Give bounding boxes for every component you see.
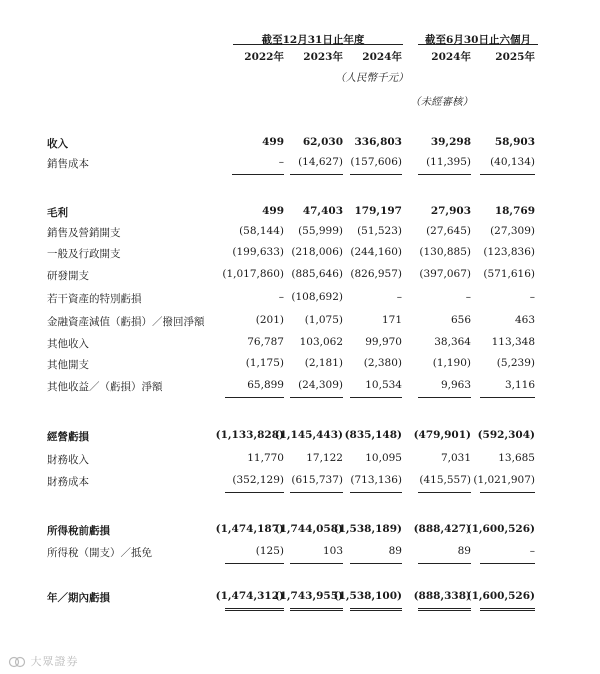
- cell: (479,901): [413, 429, 471, 441]
- cell: (1,075): [304, 314, 343, 326]
- cell: –: [529, 291, 535, 303]
- total-double-rule: [350, 608, 402, 611]
- cell: (244,160): [350, 246, 402, 258]
- cell: 89: [388, 545, 402, 557]
- cell: (713,136): [350, 474, 402, 486]
- cell: (201): [255, 314, 284, 326]
- cell: –: [529, 545, 535, 557]
- cell: (826,957): [350, 268, 402, 280]
- row-label: 毛利: [47, 207, 68, 219]
- row-label: 經營虧損: [47, 431, 89, 443]
- subtotal-rule: [418, 397, 471, 398]
- cell: 656: [450, 314, 471, 326]
- table-row-other-expenses: [0, 357, 600, 373]
- table-row-selling-expenses: [0, 225, 600, 241]
- cell: (58,144): [239, 225, 284, 237]
- subtotal-rule: [418, 563, 471, 564]
- table-row-revenue: [0, 136, 600, 152]
- table-row-admin-expenses: [0, 246, 600, 262]
- cell: (592,304): [477, 429, 535, 441]
- cell: (27,645): [426, 225, 471, 237]
- cell: (888,427): [413, 523, 471, 535]
- cell: 7,031: [440, 452, 471, 464]
- cell: (615,737): [291, 474, 343, 486]
- cell: (1,600,526): [466, 523, 535, 535]
- row-label: 財務成本: [47, 476, 89, 488]
- cell: 58,903: [494, 136, 535, 148]
- cell: (1,017,860): [222, 268, 284, 280]
- cell: 463: [514, 314, 535, 326]
- header-half-rule: [418, 44, 538, 45]
- cell: (835,148): [344, 429, 402, 441]
- row-label: 其他收益／（虧損）淨額: [47, 381, 163, 393]
- cell: –: [278, 156, 284, 168]
- cell: (123,836): [483, 246, 535, 258]
- watermark: [8, 653, 79, 669]
- cell: 47,403: [302, 205, 343, 217]
- cell: (1,538,100): [333, 590, 402, 602]
- subtotal-rule: [290, 492, 343, 493]
- cell: (199,633): [232, 246, 284, 258]
- table-row-loss-before-tax: [0, 523, 600, 539]
- year-2023: 2023年: [303, 51, 343, 63]
- cell: 171: [381, 314, 402, 326]
- cell: 89: [457, 545, 471, 557]
- subtotal-rule: [480, 492, 535, 493]
- cell: 11,770: [247, 452, 284, 464]
- table-row-impairment: [0, 314, 600, 330]
- year-2022: 2022年: [244, 51, 284, 63]
- cell: (11,395): [426, 156, 471, 168]
- year-2024: 2024年: [362, 51, 402, 63]
- cell: (14,627): [298, 156, 343, 168]
- cell: (157,606): [350, 156, 402, 168]
- table-row-cost-of-sales: [0, 156, 600, 172]
- header-year-rule: [233, 44, 403, 45]
- table-row-rnd-expenses: [0, 268, 600, 284]
- row-label: 其他收入: [47, 338, 89, 350]
- watermark-text: 大眾證券: [30, 655, 79, 668]
- subtotal-rule: [480, 563, 535, 564]
- row-label: 其他開支: [47, 359, 89, 371]
- watermark-logo-icon: [8, 656, 26, 668]
- subtotal-rule: [350, 174, 402, 175]
- row-label: 銷售及營銷開支: [47, 227, 121, 239]
- subtotal-rule: [290, 563, 343, 564]
- subtotal-rule: [418, 174, 471, 175]
- row-label: 一般及行政開支: [47, 248, 121, 260]
- cell: 18,769: [494, 205, 535, 217]
- cell: 39,298: [430, 136, 471, 148]
- header-year-group: 截至12月31日止年度: [261, 34, 365, 46]
- cell: 10,095: [365, 452, 402, 464]
- header-half-group: 截至6月30日止六個月: [425, 34, 531, 46]
- cell: 38,364: [434, 336, 471, 348]
- cell: (1,021,907): [473, 474, 535, 486]
- row-label: 所得稅（開支）／抵免: [47, 547, 152, 559]
- cell: (125): [255, 545, 284, 557]
- cell: 27,903: [430, 205, 471, 217]
- cell: 76,787: [247, 336, 284, 348]
- cell: (1,190): [432, 357, 471, 369]
- cell: (1,474,312): [215, 590, 284, 602]
- table-row-gross-profit: [0, 205, 600, 221]
- cell: (888,338): [413, 590, 471, 602]
- subtotal-rule: [418, 492, 471, 493]
- table-row-special-losses: [0, 291, 600, 307]
- cell: (218,006): [291, 246, 343, 258]
- cell: (55,999): [298, 225, 343, 237]
- cell: 3,116: [504, 379, 535, 391]
- year-2024-half: 2024年: [431, 51, 471, 63]
- cell: 13,685: [498, 452, 535, 464]
- cell: (27,309): [490, 225, 535, 237]
- table-row-other-gains: [0, 379, 600, 395]
- cell: 103,062: [299, 336, 343, 348]
- audit-note: （未經審核）: [410, 96, 473, 108]
- cell: –: [396, 291, 402, 303]
- table-row-other-income: [0, 336, 600, 352]
- cell: 499: [262, 136, 284, 148]
- cell: (24,309): [298, 379, 343, 391]
- subtotal-rule: [480, 397, 535, 398]
- row-label: 年／期內虧損: [47, 592, 110, 604]
- cell: (2,380): [363, 357, 402, 369]
- cell: (397,067): [419, 268, 471, 280]
- cell: 9,963: [440, 379, 471, 391]
- cell: (5,239): [496, 357, 535, 369]
- subtotal-rule: [350, 397, 402, 398]
- table-row-operating-loss: [0, 429, 600, 445]
- subtotal-rule: [225, 492, 284, 493]
- subtotal-rule: [350, 492, 402, 493]
- row-label: 金融資產減值（虧損）／撥回淨額: [47, 316, 205, 328]
- cell: (415,557): [419, 474, 471, 486]
- subtotal-rule: [290, 397, 343, 398]
- cell: 17,122: [306, 452, 343, 464]
- total-double-rule: [418, 608, 471, 611]
- cell: (2,181): [304, 357, 343, 369]
- cell: –: [278, 291, 284, 303]
- cell: (1,538,189): [333, 523, 402, 535]
- cell: (1,744,058): [274, 523, 343, 535]
- cell: (130,885): [419, 246, 471, 258]
- table-row-net-loss: [0, 590, 600, 606]
- cell: (108,692): [291, 291, 343, 303]
- subtotal-rule: [290, 174, 343, 175]
- cell: –: [465, 291, 471, 303]
- table-row-income-tax: [0, 545, 600, 561]
- subtotal-rule: [350, 563, 402, 564]
- cell: 65,899: [247, 379, 284, 391]
- cell: 499: [262, 205, 284, 217]
- cell: (1,133,828): [215, 429, 284, 441]
- cell: 113,348: [491, 336, 535, 348]
- cell: (1,600,526): [466, 590, 535, 602]
- cell: (571,616): [483, 268, 535, 280]
- subtotal-rule: [225, 397, 284, 398]
- cell: (352,129): [232, 474, 284, 486]
- subtotal-rule: [232, 174, 284, 175]
- subtotal-rule: [480, 174, 535, 175]
- subtotal-rule: [225, 563, 284, 564]
- total-double-rule: [225, 608, 284, 611]
- table-row-finance-income: [0, 452, 600, 468]
- total-double-rule: [290, 608, 343, 611]
- row-label: 收入: [47, 138, 68, 150]
- row-label: 所得稅前虧損: [47, 525, 110, 537]
- table-row-finance-costs: [0, 474, 600, 490]
- cell: 336,803: [354, 136, 402, 148]
- row-label: 研發開支: [47, 270, 89, 282]
- cell: 62,030: [302, 136, 343, 148]
- year-2025-half: 2025年: [495, 51, 535, 63]
- cell: 10,534: [365, 379, 402, 391]
- cell: 99,970: [365, 336, 402, 348]
- cell: (885,646): [291, 268, 343, 280]
- cell: (51,523): [357, 225, 402, 237]
- cell: 179,197: [354, 205, 402, 217]
- cell: (40,134): [490, 156, 535, 168]
- cell: (1,145,443): [274, 429, 343, 441]
- cell: (1,474,187): [215, 523, 284, 535]
- unit-note: （人民幣千元）: [335, 72, 409, 84]
- row-label: 財務收入: [47, 454, 89, 466]
- total-double-rule: [480, 608, 535, 611]
- cell: (1,175): [245, 357, 284, 369]
- cell: 103: [322, 545, 343, 557]
- cell: (1,743,955): [274, 590, 343, 602]
- row-label: 若干資產的特別虧損: [47, 293, 142, 305]
- row-label: 銷售成本: [47, 158, 89, 170]
